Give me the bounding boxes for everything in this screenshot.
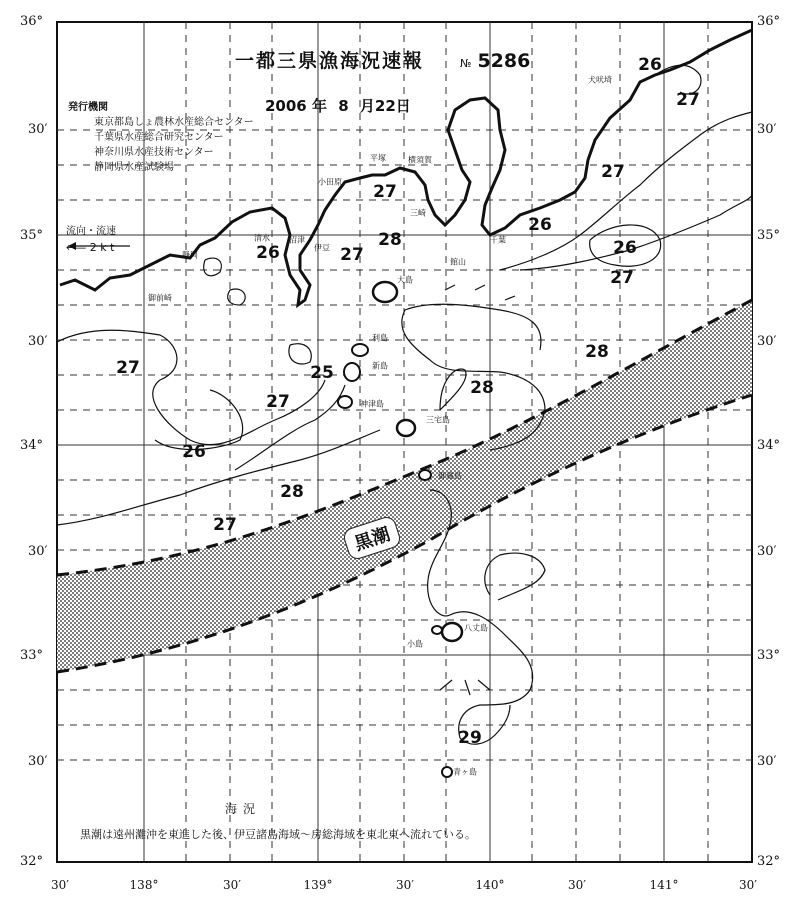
isotherm-label: 29 — [458, 728, 482, 748]
date-day: 月22日 — [359, 97, 411, 115]
place-label: 犬吠埼 — [588, 75, 612, 85]
right-label-33: 33° — [757, 648, 781, 663]
isotherm-label: 26 — [528, 215, 552, 235]
right-label-3430: 30′ — [757, 334, 777, 349]
conditions-title: 海況 — [225, 802, 262, 816]
place-label: 小島 — [407, 639, 423, 649]
place-label: 利島 — [372, 333, 388, 343]
bottom-label-4: 30′ — [396, 878, 414, 892]
isotherm-label: 27 — [601, 162, 625, 182]
island-oshima — [373, 282, 397, 302]
flow-key — [66, 222, 116, 254]
report-title: 一都三県漁海況速報 — [235, 50, 425, 72]
place-label: 神津島 — [360, 399, 384, 409]
publisher-block — [68, 100, 254, 175]
left-label-34: 34° — [20, 438, 44, 453]
publisher-org: 東京都島しょ農林水産総合センター — [94, 117, 254, 128]
right-label-3230: 30′ — [757, 754, 777, 769]
island-niijima — [344, 363, 360, 381]
bottom-label-6: 30′ — [568, 878, 586, 892]
place-label: 小田原 — [318, 177, 342, 187]
isotherm-label: 27 — [340, 245, 364, 265]
left-label-35: 35° — [20, 228, 44, 243]
isotherm-label: 27 — [373, 182, 397, 202]
place-label: 新島 — [372, 361, 388, 371]
island-mikurajima — [419, 470, 431, 480]
place-label: 沼津 — [289, 235, 305, 245]
place-label: 御前崎 — [148, 293, 172, 303]
publisher-org: 静岡県水産試験場 — [94, 162, 174, 173]
conditions-text: 黒潮は遠州灘沖を東進した後、伊豆諸島海域〜房総海域を東北東へ流れている。 — [80, 828, 476, 841]
publisher-org: 神奈川県水産技術センター — [94, 147, 214, 158]
place-label: 三崎 — [410, 208, 426, 218]
publisher-heading: 発行機関 — [68, 102, 108, 113]
right-label-36: 36° — [757, 14, 781, 29]
place-label: 横須賀 — [408, 155, 432, 165]
issue-value: 5286 — [477, 50, 531, 72]
left-label-33: 33° — [20, 648, 44, 663]
left-label-3530: 30′ — [28, 122, 48, 137]
right-label-35: 35° — [757, 228, 781, 243]
left-label-36: 36° — [20, 14, 44, 29]
place-label: 青ヶ島 — [453, 767, 477, 777]
right-label-32: 32° — [757, 854, 781, 869]
bottom-label-3: 139° — [303, 878, 333, 892]
isotherm-label: 25 — [310, 363, 334, 383]
bottom-label-5: 140° — [475, 878, 505, 892]
place-label: 御蔵島 — [438, 471, 462, 481]
place-label: 平塚 — [370, 153, 386, 163]
bottom-label-8: 30′ — [739, 878, 757, 892]
left-label-3230: 30′ — [28, 754, 48, 769]
island-hachijojima — [442, 623, 462, 641]
bottom-label-1: 138° — [129, 878, 159, 892]
island-kojima — [432, 626, 442, 634]
bottom-label-7: 141° — [649, 878, 679, 892]
flow-key-scale: ←— 2 k t — [66, 241, 115, 254]
isotherm-label: 28 — [470, 378, 494, 398]
report-date — [265, 95, 417, 116]
issue-prefix: № — [460, 57, 472, 70]
place-label: 清水 — [254, 233, 270, 243]
place-label: 八丈島 — [464, 623, 488, 633]
isotherm-label: 27 — [676, 90, 700, 110]
isotherm-label: 28 — [280, 482, 304, 502]
bottom-label-0: 30′ — [51, 878, 69, 892]
left-label-3330: 30′ — [28, 544, 48, 559]
right-label-34: 34° — [757, 438, 781, 453]
issue-number — [460, 50, 530, 72]
place-label: 伊豆 — [314, 243, 330, 253]
island-miyakejima — [397, 420, 415, 436]
isotherm-label: 27 — [266, 392, 290, 412]
right-label-3330: 30′ — [757, 544, 777, 559]
bottom-label-2: 30′ — [223, 878, 241, 892]
isotherm-label: 26 — [182, 442, 206, 462]
place-label: 静岡 — [182, 250, 198, 260]
left-label-3430: 30′ — [28, 334, 48, 349]
isotherm-label: 26 — [613, 238, 637, 258]
place-label: 館山 — [450, 257, 466, 267]
kuroshio-label: 黒潮 — [341, 514, 402, 561]
left-label-32: 32° — [20, 854, 44, 869]
place-label: 三宅島 — [426, 415, 450, 425]
isotherm-label: 26 — [638, 55, 662, 75]
island-toshima — [352, 344, 368, 356]
island-kozushima — [338, 396, 352, 408]
isotherm-label: 28 — [585, 342, 609, 362]
flow-key-label: 流向・流速 — [66, 226, 116, 237]
date-month: 8 — [338, 97, 349, 115]
isotherm-label: 28 — [378, 230, 402, 250]
place-label: 千葉 — [490, 235, 506, 245]
isotherm-label: 27 — [610, 268, 634, 288]
isotherm-label: 27 — [116, 358, 140, 378]
isotherm-label: 26 — [256, 243, 280, 263]
right-label-3530: 30′ — [757, 122, 777, 137]
date-year: 2006 年 — [265, 97, 327, 115]
publisher-org: 千葉県水産総合研究センター — [94, 132, 224, 143]
place-label: 大島 — [397, 275, 413, 285]
isotherm-label: 27 — [213, 515, 237, 535]
island-aogashima — [442, 767, 452, 777]
